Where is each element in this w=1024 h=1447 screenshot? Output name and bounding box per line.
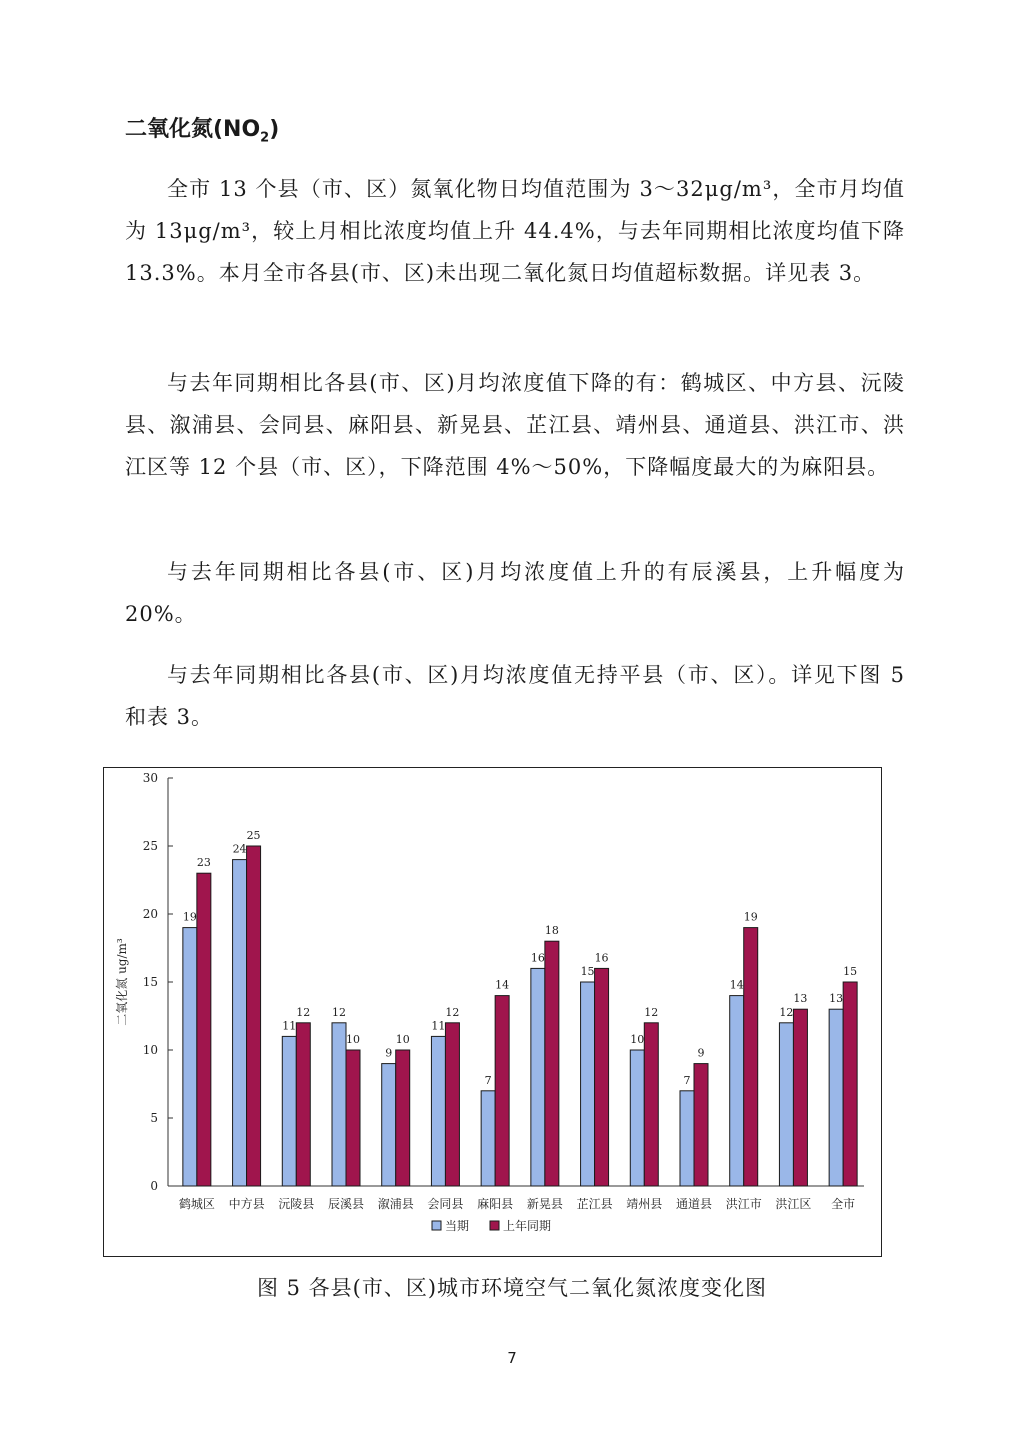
legend-swatch (490, 1221, 499, 1230)
bar-value-label: 16 (594, 951, 609, 965)
bar-value-label: 10 (630, 1033, 645, 1046)
x-tick-label: 洪江区 (775, 1197, 812, 1211)
bar-last-year (445, 1023, 459, 1186)
bar-value-label: 12 (779, 1005, 794, 1019)
x-tick-label: 沅陵县 (278, 1197, 315, 1211)
paragraph-decrease: 与去年同期相比各县(市、区)月均浓度值下降的有：鹤城区、中方县、沅陵县、溆浦县、会同县、麻阳县、新晃县、芷江县、靖州县、通道县、洪江市、洪江区等 12 个县（市、区），下降范围 4%～50%，下降幅度最大的为麻阳县。 (125, 371, 905, 479)
bar-last-year (843, 982, 857, 1186)
page-number: 7 (507, 1349, 517, 1367)
x-tick-label: 中方县 (228, 1197, 265, 1211)
bar-value-label: 15 (580, 965, 595, 978)
bar-current (481, 1091, 495, 1186)
x-tick-label: 芷江县 (576, 1197, 613, 1211)
section-heading: 二氧化氮$(NO_2)$ (125, 117, 280, 146)
bar-current (431, 1036, 445, 1186)
bar-value-label: 10 (395, 1033, 410, 1046)
bar-value-label: 15 (843, 965, 858, 978)
x-tick-label: 鹤城区 (178, 1197, 215, 1211)
bar-value-label: 16 (530, 951, 545, 965)
paragraph-flat: 与去年同期相比各县(市、区)月均浓度值无持平县（市、区）。详见下图 5 和表 3。 (125, 663, 905, 729)
y-tick-label: 25 (142, 839, 158, 853)
y-tick-label: 20 (142, 907, 158, 921)
bar-last-year (346, 1050, 360, 1186)
x-tick-label: 靖州县 (626, 1197, 663, 1211)
bar-last-year (595, 968, 609, 1186)
no2-bar-chart (103, 767, 882, 1257)
legend-label: 当期 (445, 1219, 470, 1233)
bar-current (630, 1050, 644, 1186)
chart-svg (104, 768, 883, 1258)
bar-current (531, 968, 545, 1186)
x-tick-label: 新晃县 (526, 1197, 563, 1211)
bar-value-label: 11 (282, 1019, 297, 1033)
bar-last-year (396, 1050, 410, 1186)
bar-value-label: 14 (495, 978, 510, 992)
bar-current (233, 860, 247, 1186)
bar-value-label: 7 (683, 1073, 691, 1087)
y-tick-label: 15 (142, 975, 158, 989)
bar-last-year (744, 928, 758, 1186)
bar-current (779, 1023, 793, 1186)
bar-current (829, 1009, 843, 1186)
bar-last-year (197, 873, 211, 1186)
bar-current (282, 1036, 296, 1186)
bar-current (680, 1091, 694, 1186)
bar-value-label: 13 (793, 992, 808, 1006)
bar-last-year (495, 996, 509, 1186)
bar-current (183, 928, 197, 1186)
bar-value-label: 14 (729, 978, 744, 992)
bar-value-label: 12 (445, 1005, 460, 1019)
bar-last-year (247, 846, 261, 1186)
bar-value-label: 9 (697, 1046, 705, 1060)
bar-value-label: 18 (544, 924, 559, 938)
bar-value-label: 24 (232, 842, 247, 856)
bar-value-label: 11 (431, 1019, 446, 1033)
y-tick-label: 0 (150, 1179, 158, 1193)
bar-value-label: 9 (385, 1046, 393, 1060)
bar-last-year (296, 1023, 310, 1186)
x-tick-label: 辰溪县 (327, 1197, 365, 1211)
bar-last-year (694, 1064, 708, 1186)
bar-value-label: 12 (644, 1005, 659, 1019)
y-axis-label: 二氧化氮 ug/m³ (115, 938, 129, 1026)
figure-caption: 图 5 各县(市、区)城市环境空气二氧化氮浓度变化图 (256, 1276, 768, 1300)
bar-current (382, 1064, 396, 1186)
bar-last-year (793, 1009, 807, 1186)
bar-value-label: 12 (332, 1005, 346, 1019)
bar-value-label: 10 (346, 1033, 360, 1046)
paragraph-increase: 与去年同期相比各县(市、区)月均浓度值上升的有辰溪县，上升幅度为 20%。 (125, 560, 905, 626)
bar-value-label: 23 (196, 856, 211, 870)
legend-swatch (432, 1221, 441, 1230)
y-tick-label: 10 (142, 1043, 158, 1057)
y-tick-label: 5 (150, 1111, 158, 1125)
x-tick-label: 麻阳县 (477, 1197, 514, 1211)
bar-current (332, 1023, 346, 1186)
bar-value-label: 19 (182, 910, 197, 924)
bar-last-year (545, 941, 559, 1186)
x-tick-label: 全市 (831, 1197, 856, 1211)
bar-current (581, 982, 595, 1186)
legend-label: 上年同期 (503, 1219, 552, 1233)
bar-current (730, 996, 744, 1186)
bar-value-label: 25 (246, 829, 261, 842)
bar-last-year (644, 1023, 658, 1186)
paragraph-summary: 全市 13 个县（市、区）氮氧化物日均值范围为 3～32μg/m³，全市月均值为 13μg/m³，较上月相比浓度均值上升 44.4%，与去年同期相比浓度均值下降 13.3%。本月全市各县(市、区)未出现二氧化氮日均值超标数据。详见表 3。 (125, 177, 905, 285)
x-tick-label: 会同县 (427, 1197, 464, 1211)
x-tick-label: 洪江市 (725, 1197, 762, 1211)
bar-value-label: 12 (296, 1005, 311, 1019)
bar-value-label: 13 (829, 992, 844, 1006)
x-tick-label: 溆浦县 (377, 1197, 414, 1211)
bar-value-label: 7 (484, 1073, 492, 1087)
x-tick-label: 通道县 (675, 1197, 713, 1211)
y-tick-label: 30 (142, 771, 158, 785)
bar-value-label: 19 (743, 910, 758, 924)
